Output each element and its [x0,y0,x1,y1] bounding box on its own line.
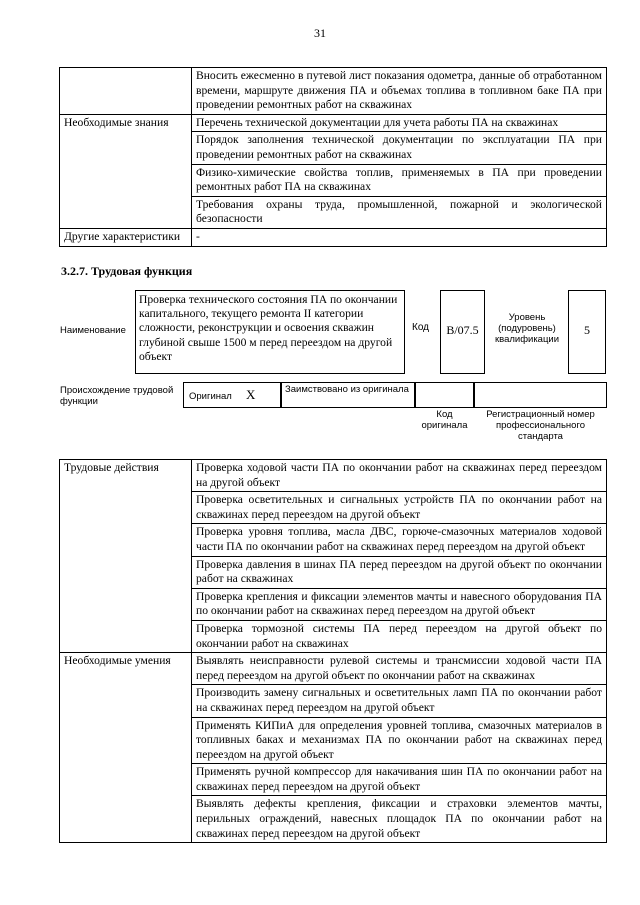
row-content: Выявлять неисправности рулевой системы и трансмиссии ходовой части ПА перед переездом на другой объект по окончании работ на скважинах [192,653,607,685]
original-cell [183,382,281,408]
registration-number-caption: Регистрационный номер профессионального стандарта [486,409,595,442]
row-content: Применять ручной компрессор для накачивания шин ПА по окончании работ на скважинах перед переездом на другой объект [192,764,607,796]
row-content: Проверка ходовой части ПА по окончании работ на скважинах перед переездом на другой объект [192,460,607,492]
row-content: Проверка давления в шинах ПА перед переездом на другой объект по окончании работ на скважинах [192,556,607,588]
knowledge-table [59,67,607,247]
row-label: Необходимые умения [60,653,192,843]
borrowed-cell [281,382,415,408]
row-content: Требования охраны труда, промышленной, пожарной и экологической безопасности [192,196,607,228]
table-row [60,68,607,115]
actions-skills-table [59,459,607,843]
table-row [60,460,607,492]
code-label: Код [412,322,430,333]
table-row [60,228,607,246]
table-row [60,653,607,685]
row-label: Необходимые знания [60,114,192,228]
row-content: Перечень технической документации для учета работы ПА на скважинах [192,114,607,132]
table-row [60,114,607,132]
row-content: Проверка осветительных и сигнальных устройств ПА по окончании работ на скважинах перед переездом на другой объект [192,492,607,524]
function-name: Проверка технического состояния ПА по окончании капитального, текущего ремонта II категории сложности, реконструкции и освоения скважин глубиной свыше 1500 м перед переездом на другой объект [135,290,405,374]
row-content: Проверка тормозной системы ПА перед переездом на другой объект по окончании работ на скважинах [192,620,607,652]
name-label: Наименование [60,325,126,336]
section-title: 3.2.7. Трудовая функция [61,264,193,278]
row-label [60,68,192,115]
page-number: 31 [314,26,326,40]
level-label: Уровень (подуровень) квалификации [494,312,560,345]
original-mark: X [246,387,256,402]
row-content: Проверка уровня топлива, масла ДВС, горюче-смазочных материалов ходовой части ПА по окончании работ на скважинах перед переездом на другой объект [192,524,607,556]
original-label: Оригинал [189,391,232,402]
borrowed-label: Заимствовано из оригинала [285,384,409,395]
qualification-level: 5 [568,290,606,374]
function-code: В/07.5 [440,290,485,374]
row-label: Другие характеристики [60,228,192,246]
origin-label: Происхождение трудовой функции [60,385,174,407]
row-content: Порядок заполнения технической документации по эксплуатации ПА при проведении ремонтных работ на скважинах [192,132,607,164]
registration-number-cell [474,382,607,408]
original-code-cell [415,382,474,408]
original-code-caption: Код оригинала [421,409,468,431]
row-content: Выявлять дефекты крепления, фиксации и страховки элементов мачты, перильных ограждений, навесных площадок ПА по окончании работ на скважинах перед переездом на другой объект [192,796,607,843]
row-content: Проверка крепления и фиксации элементов мачты и навесного оборудования ПА по окончании работ на скважинах перед переездом на другой объект [192,588,607,620]
row-content: Производить замену сигнальных и осветительных ламп ПА по окончании работ на скважинах перед переездом на другой объект [192,685,607,717]
row-content: Физико-химические свойства топлив, применяемых в ПА при проведении ремонтных работ ПА на скважинах [192,164,607,196]
row-label: Трудовые действия [60,460,192,653]
row-content: - [192,228,607,246]
row-content: Применять КИПиА для определения уровней топлива, смазочных материалов в топливных баках и механизмах ПА по окончании работ на скважинах перед переездом на другой объект [192,717,607,764]
row-content: Вносить ежесменно в путевой лист показания одометра, данные об отработанном времени, маршруте движения ПА и объемах топлива в топливном баке ПА при проведении ремонтных работ на скважинах [192,68,607,115]
